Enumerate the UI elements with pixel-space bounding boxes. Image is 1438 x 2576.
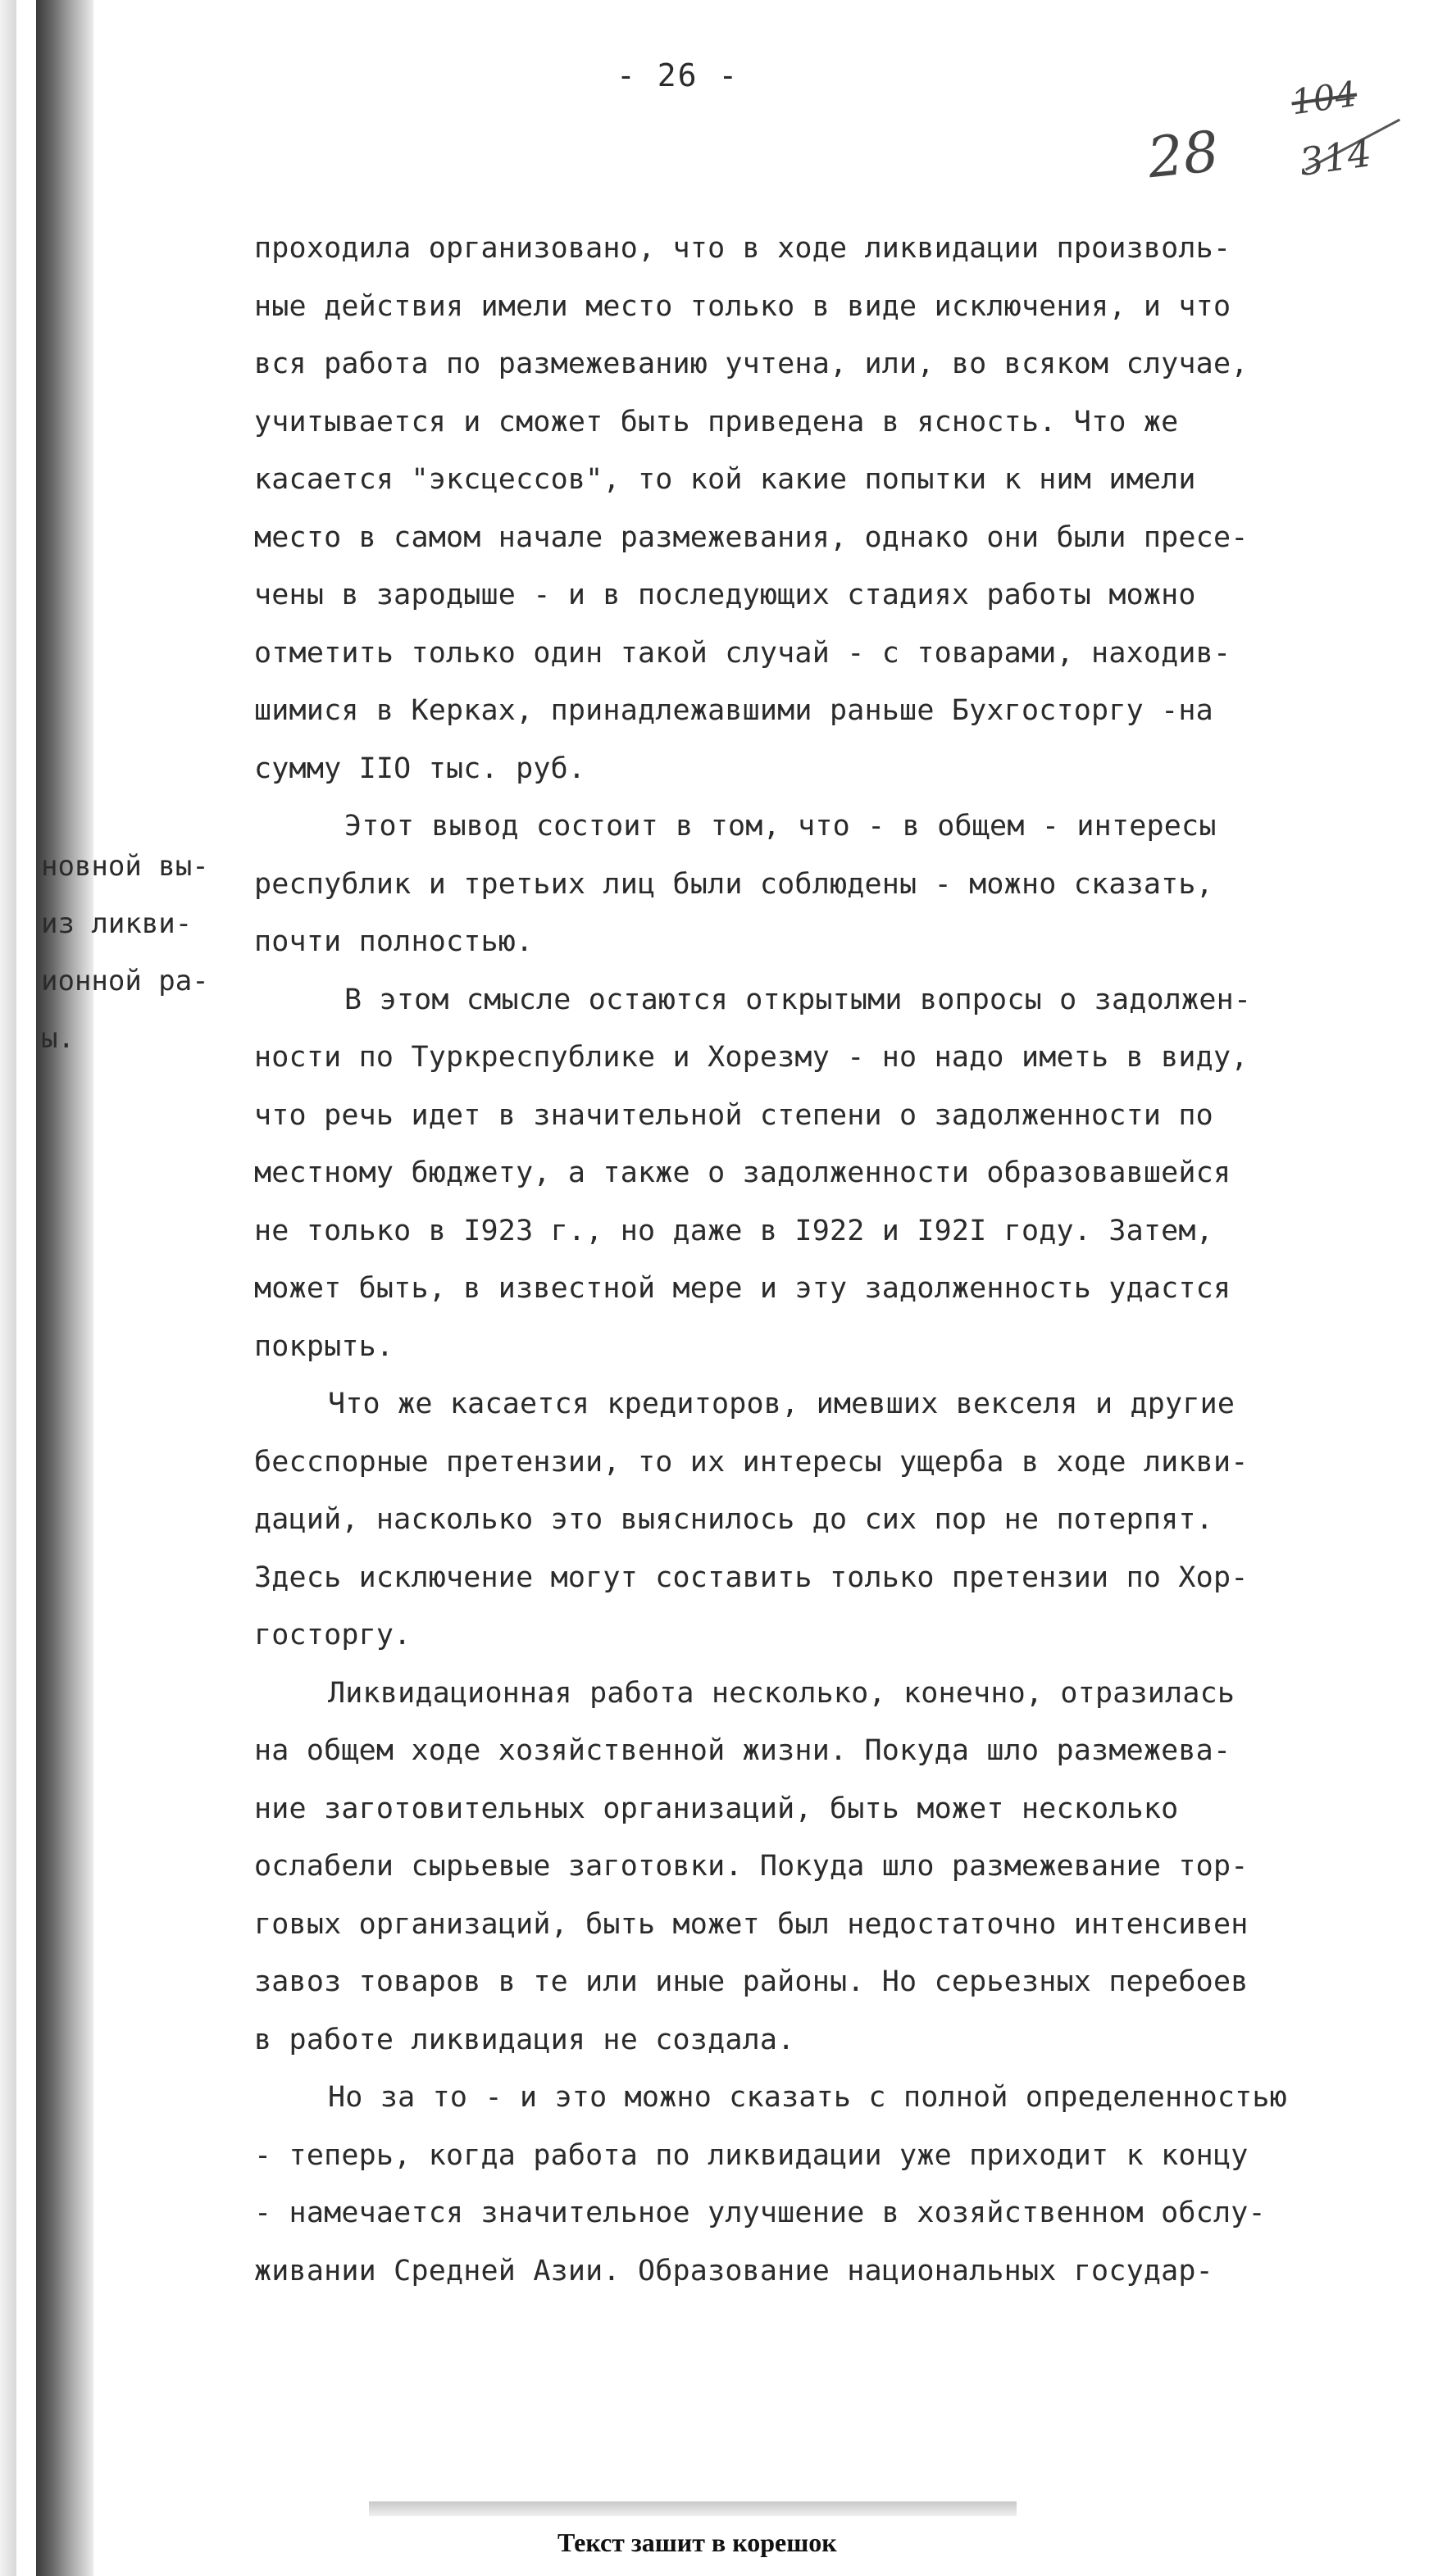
text-line: Этот вывод состоит в том, что - в общем - интересы bbox=[344, 810, 1217, 843]
text-line: живании Средней Азии. Образование национальных государ- bbox=[254, 2254, 1213, 2288]
text-line: место в самом начале размежевания, однако они были пресе- bbox=[254, 520, 1249, 554]
text-line: шимися в Керках, принадлежавшими раньше Бухгосторгу -на bbox=[254, 694, 1213, 727]
text-line: отметить только один такой случай - с товарами, находив- bbox=[254, 636, 1231, 670]
page-number: - 26 - bbox=[617, 57, 739, 93]
margin-note-line: из ликви- bbox=[41, 907, 193, 940]
text-line: что речь идет в значительной степени о задолженности по bbox=[254, 1098, 1213, 1132]
archive-crossed-number: 104 bbox=[1288, 73, 1360, 123]
text-line: вся работа по размежеванию учтена, или, во всяком случае, bbox=[254, 348, 1249, 380]
typescript-body bbox=[254, 220, 1422, 2300]
text-line: даций, насколько это выяснилось до сих пор не потерпят. bbox=[254, 1503, 1213, 1536]
text-line: Что же касается кредиторов, имевших векселя и другие bbox=[328, 1388, 1235, 1420]
text-line: не только в I923 г., но даже в I922 и I92I году. Затем, bbox=[254, 1214, 1213, 1247]
margin-note-line: ионной ра- bbox=[41, 965, 209, 997]
text-line: бесспорные претензии, то их интересы ущерба в ходе ликви- bbox=[254, 1445, 1249, 1479]
page-edge bbox=[0, 0, 16, 2576]
text-line: может быть, в известной мере и эту задолженность удастся bbox=[254, 1272, 1231, 1305]
binding-shadow bbox=[36, 0, 93, 2576]
text-line: говых организаций, быть может был недостаточно интенсивен bbox=[254, 1907, 1249, 1941]
text-line: Ликвидационная работа несколько, конечно, отразилась bbox=[328, 1676, 1235, 1710]
text-line: касается "эксцессов", то кой какие попытки к ним имели bbox=[254, 463, 1196, 496]
text-line: ные действия имели место только в виде исключения, и что bbox=[254, 289, 1231, 323]
text-line: сумму IIО тыс. руб. bbox=[254, 752, 586, 785]
text-line: завоз товаров в те или иные районы. Но серьезных перебоев bbox=[254, 1965, 1249, 1998]
text-line: - намечается значительное улучшение в хозяйственном обслу- bbox=[254, 2197, 1266, 2229]
footer-scan-bar bbox=[369, 2501, 1017, 2516]
text-line: республик и третьих лиц были соблюдены - можно сказать, bbox=[254, 867, 1213, 901]
margin-note-line: новной вы- bbox=[41, 850, 209, 883]
archive-sheet-number: 28 bbox=[1144, 119, 1222, 192]
text-line: на общем ходе хозяйственной жизни. Покуда шло размежева- bbox=[254, 1734, 1231, 1767]
text-line: Здесь исключение могут составить только претензии по Хор- bbox=[254, 1561, 1249, 1594]
footer-note: Текст зашит в корешок bbox=[557, 2528, 837, 2557]
text-line: проходила организовано, что в ходе ликвидации произволь- bbox=[254, 232, 1231, 265]
text-line: в работе ликвидация не создала. bbox=[254, 2023, 795, 2056]
text-line: покрыть. bbox=[254, 1329, 394, 1363]
text-line: местному бюджету, а также о задолженности образовавшейся bbox=[254, 1156, 1231, 1189]
text-line: В этом смысле остаются открытыми вопросы о задолжен- bbox=[344, 983, 1252, 1016]
text-line: почти полностью. bbox=[254, 925, 534, 958]
text-line: учитывается и сможет быть приведена в ясность. Что же bbox=[254, 405, 1179, 438]
text-line: Но за то - и это можно сказать с полной определенностью bbox=[328, 2081, 1287, 2114]
text-line: - теперь, когда работа по ликвидации уже приходит к концу bbox=[254, 2138, 1249, 2172]
text-line: ние заготовительных организаций, быть может несколько bbox=[254, 1792, 1179, 1825]
text-line: чены в зародыше - и в последующих стадиях работы можно bbox=[254, 579, 1196, 611]
text-line: ности по Туркреспублике и Хорезму - но надо иметь в виду, bbox=[254, 1041, 1249, 1074]
text-line: ослабели сырьевые заготовки. Покуда шло размежевание тор- bbox=[254, 1850, 1249, 1883]
margin-note bbox=[41, 838, 246, 1067]
archive-new-number: 314 bbox=[1296, 130, 1375, 184]
margin-note-line: ы. bbox=[41, 1022, 75, 1055]
text-line: госторгу. bbox=[254, 1619, 412, 1651]
